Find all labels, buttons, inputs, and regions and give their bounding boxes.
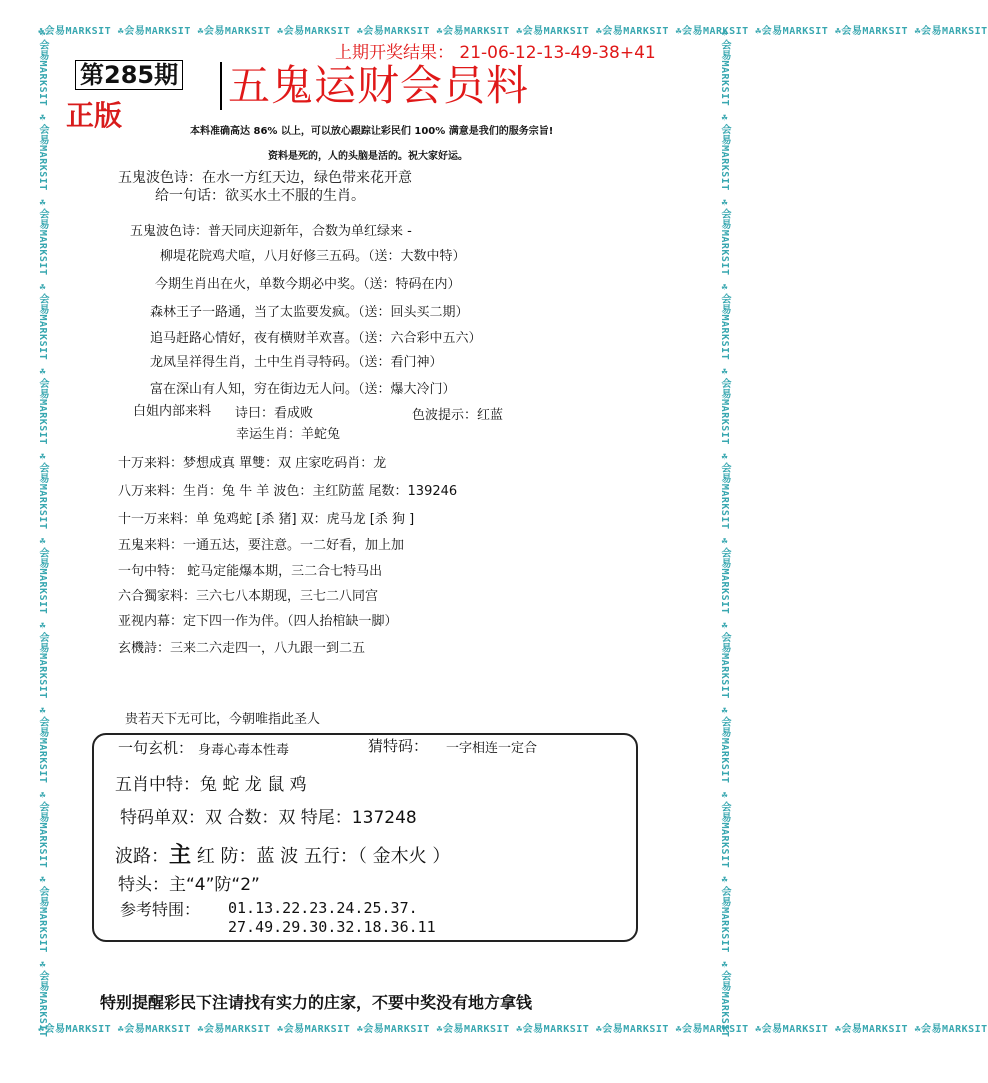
box-cai-text: 一字相连一定合 xyxy=(446,741,538,756)
xuanji-poem-line: 玄機詩：三来二六走四一，八九跟一到二五 xyxy=(118,641,366,656)
bawan-line: 八万来料：生肖：兔 牛 羊 波色：主红防蓝 尾数：139246 xyxy=(118,484,458,499)
poem-line-8: 龙凤呈祥得生肖，土中生肖寻特码。（送：看门神） xyxy=(150,355,443,370)
guiruo-line: 贵若天下无可比，今朝唯指此圣人 xyxy=(125,712,321,727)
shiyiwan-line: 十一万来料：单 兔鸡蛇 [杀 猪] 双：虎马龙 [杀 狗 ] xyxy=(118,512,415,527)
box-tetou: 特头：主“4”防“2” xyxy=(118,875,260,895)
box-danshuang: 特码单双：双 合数：双 特尾：137248 xyxy=(120,808,417,828)
box-wuxiao: 五肖中特：兔 蛇 龙 鼠 鸡 xyxy=(115,775,307,795)
yiju-line: 一句中特： 蛇马定能爆本期，三二合七特马出 xyxy=(118,564,383,579)
box-bolu-label: 波路： xyxy=(115,846,169,867)
slogan-accuracy: 本料准确高达 86% 以上，可以放心跟踪让彩民们 100% 满意是我们的服务宗旨! xyxy=(190,126,554,137)
poem-line-9: 富在深山有人知，穷在街边无人问。（送：爆大冷门） xyxy=(150,382,456,397)
edition-label: 正版 xyxy=(66,99,123,132)
issue-number: 第285期 xyxy=(75,60,183,90)
box-cai-label: 猜特码： xyxy=(368,737,429,755)
baijie-label: 白姐内部来料 xyxy=(133,404,212,419)
box-cankao-line2: 27.49.29.30.32.18.36.11 xyxy=(228,918,436,936)
poem-line-4: 柳堤花院鸡犬喧，八月好修三五码。（送：大数中特） xyxy=(160,249,466,264)
slogan-luck: 资料是死的，人的头脑是活的。祝大家好运。 xyxy=(268,151,468,162)
shi-text: 诗曰：看成败 xyxy=(235,406,314,421)
yashi-line: 亚视内幕：定下四一作为伴。（四人抬棺缺一脚） xyxy=(118,614,398,629)
box-xuanji-label: 一句玄机： xyxy=(118,739,194,757)
page-title: 五鬼运财会员料 xyxy=(220,62,529,110)
last-result: 上期开奖结果： 21-06-12-13-49-38+41 xyxy=(335,43,656,63)
sebo-hint: 色波提示：红蓝 xyxy=(412,408,504,423)
liuhe-line: 六合獨家料：三六七八本期现，三七二八同宫 xyxy=(118,589,379,604)
watermark-border-bottom: ☘会易MARKSIT ☘会易MARKSIT ☘会易MARKSIT ☘会易MARKSIT ☘会易MARKSIT ☘会易MARKSIT ☘会易MARKSIT ☘会易MARKSIT ☘会易MARKSIT ☘会易MARKSIT ☘会易MARKSIT ☘会易MARKSIT xyxy=(38,1024,988,1035)
poem-line-3: 五鬼波色诗：普天同庆迎新年，合数为单红绿来 - xyxy=(130,224,412,239)
footer-warning: 特别提醒彩民下注请找有实力的庄家，不要中奖没有地方拿钱 xyxy=(100,993,533,1012)
poem-line-5: 今期生肖出在火，单数今期必中奖。（送：特码在内） xyxy=(155,277,461,292)
box-xuanji-text: 身毒心毒本性毒 xyxy=(198,743,290,758)
poem-line-7: 追马赶路心情好，夜有横财羊欢喜。（送：六合彩中五六） xyxy=(150,331,482,346)
lucky-zodiac: 幸运生肖：羊蛇兔 xyxy=(236,427,341,442)
box-cankao-label: 参考特围： xyxy=(120,900,201,919)
box-cankao-line1: 01.13.22.23.24.25.37. xyxy=(228,899,418,917)
watermark-border-top: ☘会易MARKSIT ☘会易MARKSIT ☘会易MARKSIT ☘会易MARKSIT ☘会易MARKSIT ☘会易MARKSIT ☘会易MARKSIT ☘会易MARKSIT ☘会易MARKSIT ☘会易MARKSIT ☘会易MARKSIT ☘会易MARKSIT xyxy=(38,26,988,37)
poem-line-2: 给一句话：欲买水土不服的生肖。 xyxy=(155,188,365,204)
shiwan-line: 十万来料：梦想成真 單雙：双 庄家吃码肖：龙 xyxy=(118,456,387,471)
watermark-border-right: ☘会易MARKSIT ☘会易MARKSIT ☘会易MARKSIT ☘会易MARKSIT ☘会易MARKSIT ☘会易MARKSIT ☘会易MARKSIT ☘会易MARKSIT ☘会易MARKSIT ☘会易MARKSIT ☘会易MARKSIT ☘会易MARKSIT xyxy=(719,28,730,1038)
box-bolu-zhu: 主 xyxy=(169,843,192,868)
poem-line-6: 森林王子一路通，当了太监要发疯。（送：回头买二期） xyxy=(150,305,469,320)
box-bolu-rest: 红 防：蓝 波 五行：（ 金木火 ） xyxy=(196,846,451,867)
wugui-line: 五鬼来料：一通五达，要注意。一二好看，加上加 xyxy=(118,538,405,553)
box-bolu xyxy=(115,838,450,869)
poem-line-1: 五鬼波色诗：在水一方红天边，绿色带来花开意 xyxy=(118,170,412,186)
watermark-border-left: ☘会易MARKSIT ☘会易MARKSIT ☘会易MARKSIT ☘会易MARKSIT ☘会易MARKSIT ☘会易MARKSIT ☘会易MARKSIT ☘会易MARKSIT ☘会易MARKSIT ☘会易MARKSIT ☘会易MARKSIT ☘会易MARKSIT xyxy=(37,28,48,1038)
